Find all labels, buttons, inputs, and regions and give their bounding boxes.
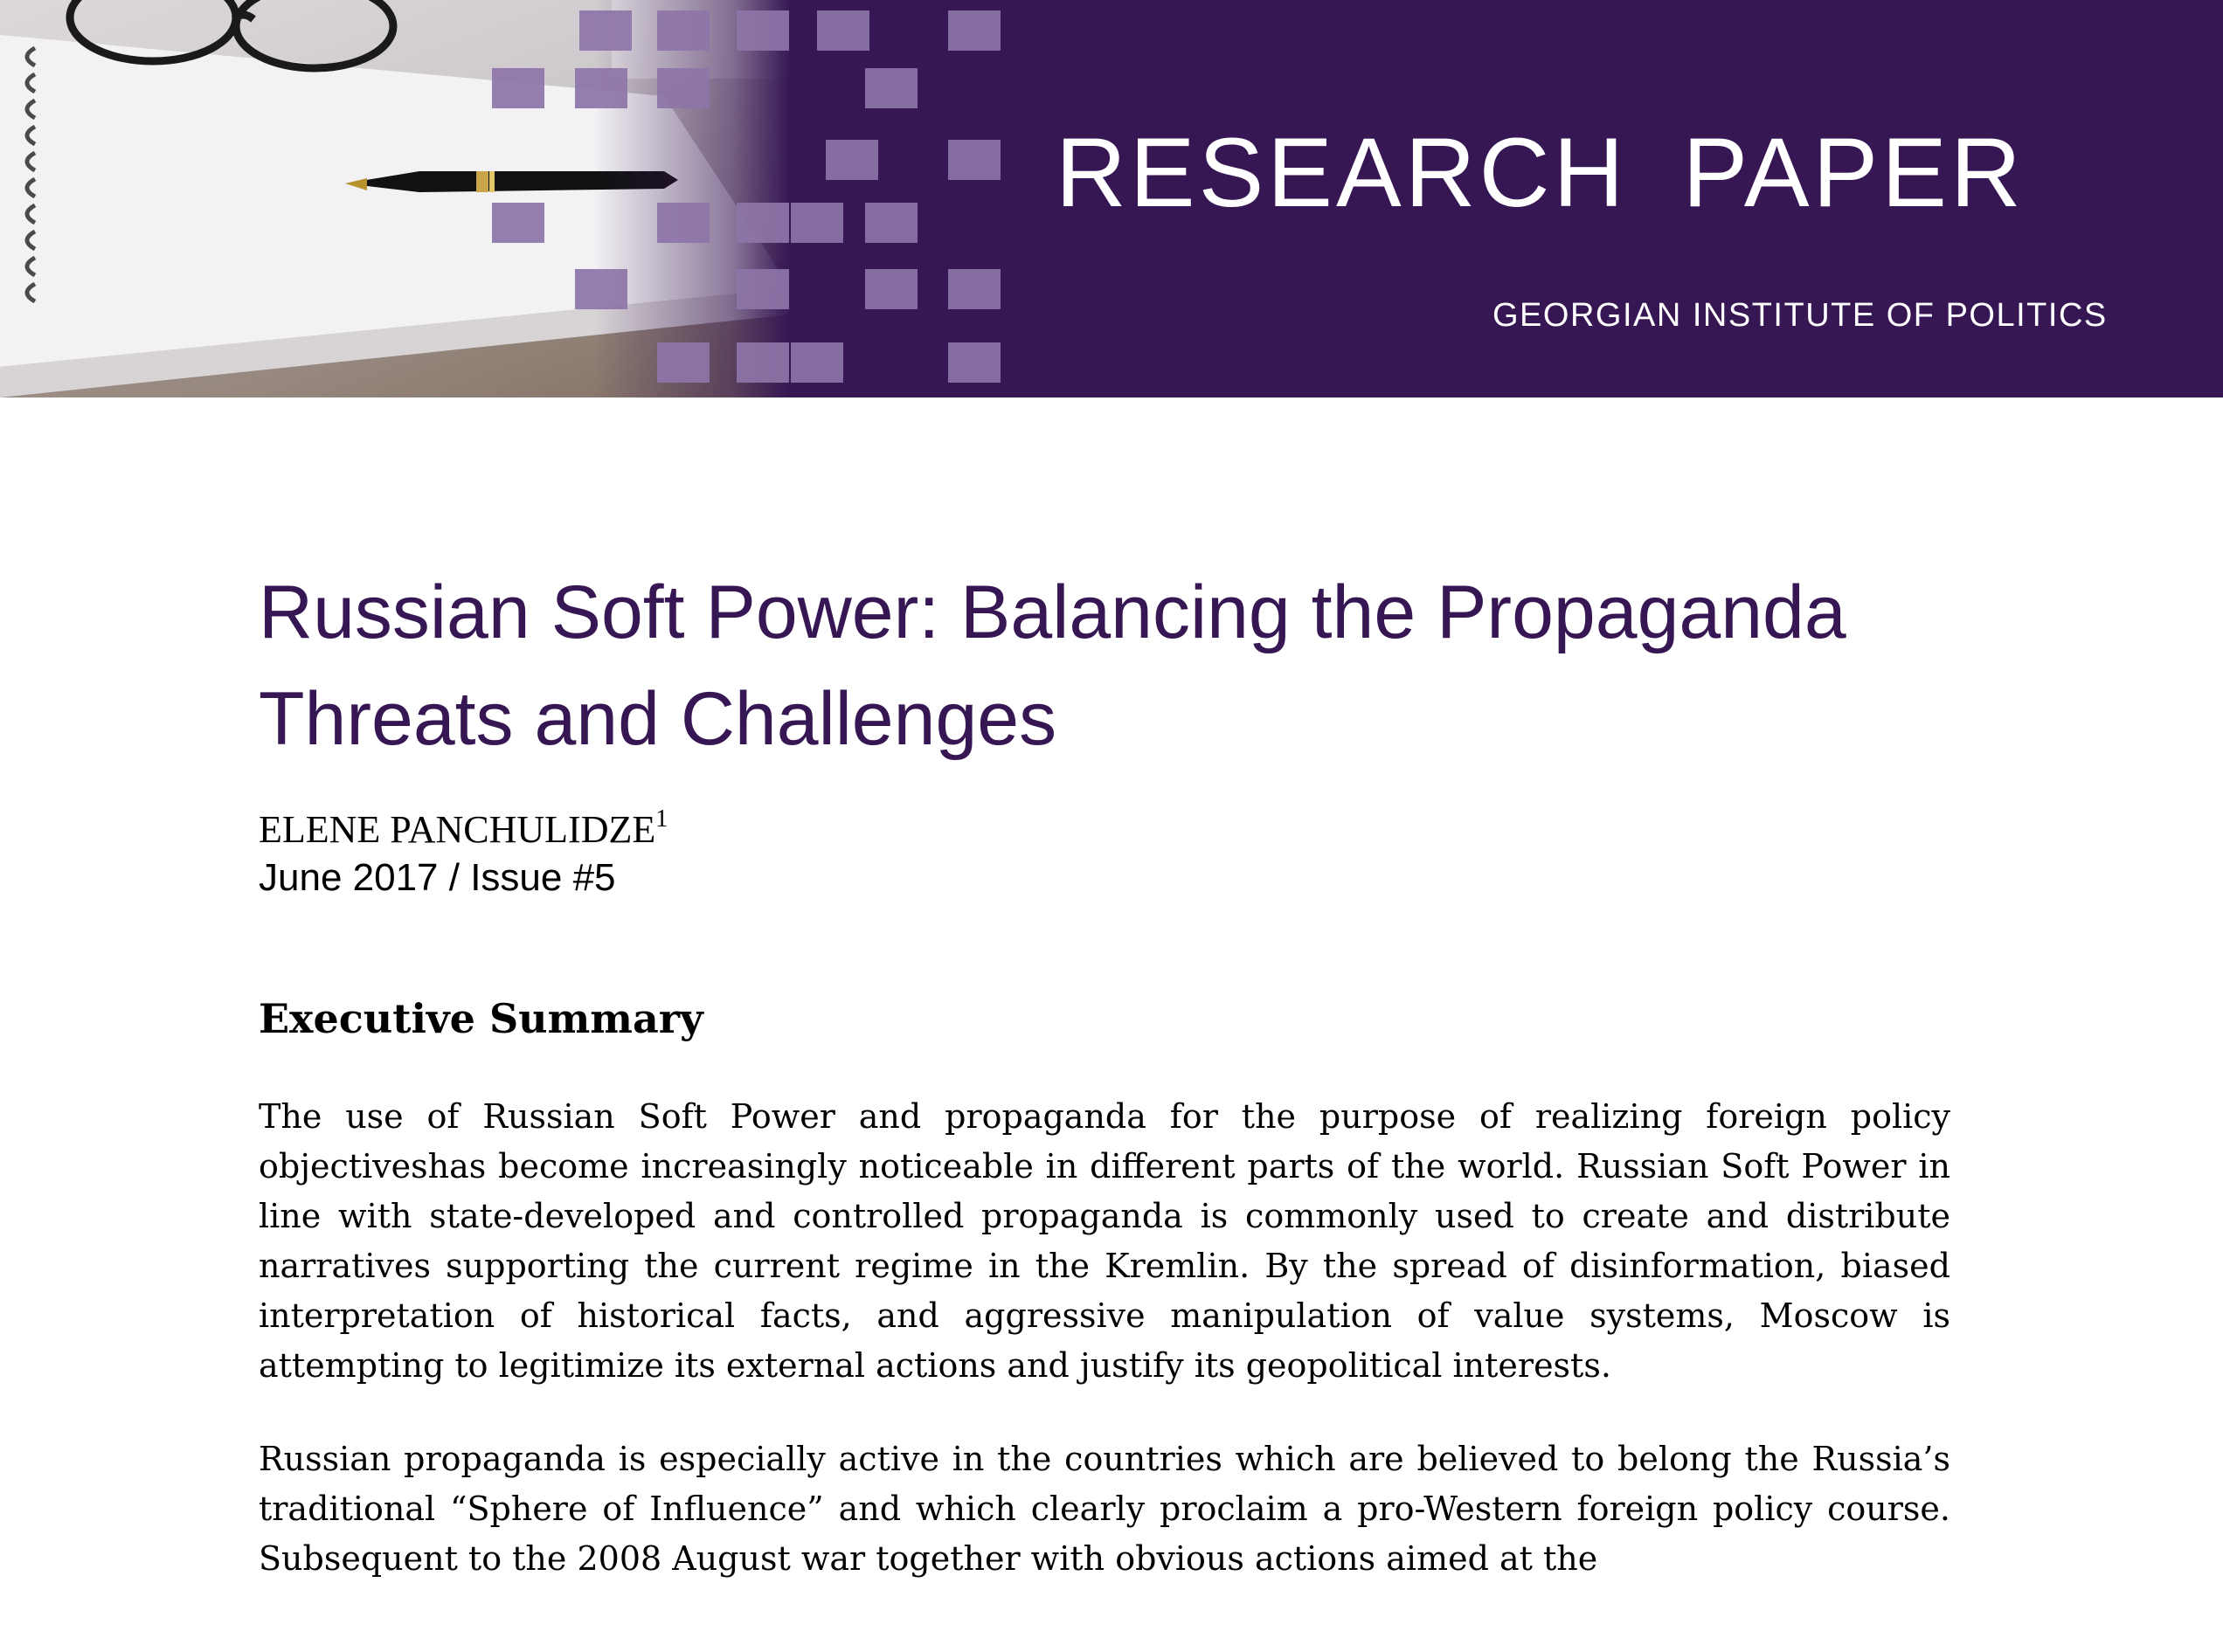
document-title: Russian Soft Power: Balancing the Propaganda Threats and Challenges xyxy=(259,570,1846,761)
summary-paragraph: The use of Russian Soft Power and propaganda for the purpose of realizing foreign policy objectiveshas become increasingly noticeable in different parts of the world. Russian Soft Power in line with state-developed and controlled propaganda is commonly used to create and distribute narratives supporting the current regime in the Kremlin. By the spread of disinformation, biased interpretation of historical facts, and aggressive manipulation of value systems, Moscow is attempting to legitimize its external actions and justify its geopolitical interests. xyxy=(259,1097,1950,1385)
header-banner xyxy=(0,0,2223,397)
banner-title: RESEARCH PAPER xyxy=(1056,118,2025,227)
decorative-squares xyxy=(0,0,1049,397)
summary-paragraph: Russian propaganda is especially active in the countries which are believed to belong the Russia’s traditional “Sphere of Influence” and which clearly proclaim a pro-Western foreign policy course. Subsequent to the 2008 August war together with obvious actions aimed at the xyxy=(259,1440,1950,1578)
banner-subtitle: GEORGIAN INSTITUTE OF POLITICS xyxy=(1492,297,2108,334)
author-line xyxy=(259,805,1950,854)
section-heading-executive-summary: Executive Summary xyxy=(259,995,703,1042)
issue-date: June 2017 / Issue #5 xyxy=(259,856,616,899)
document-body xyxy=(259,559,1950,1584)
footnote-marker[interactable]: 1 xyxy=(655,805,668,833)
author-name: ELENE PANCHULIDZE xyxy=(259,808,656,851)
